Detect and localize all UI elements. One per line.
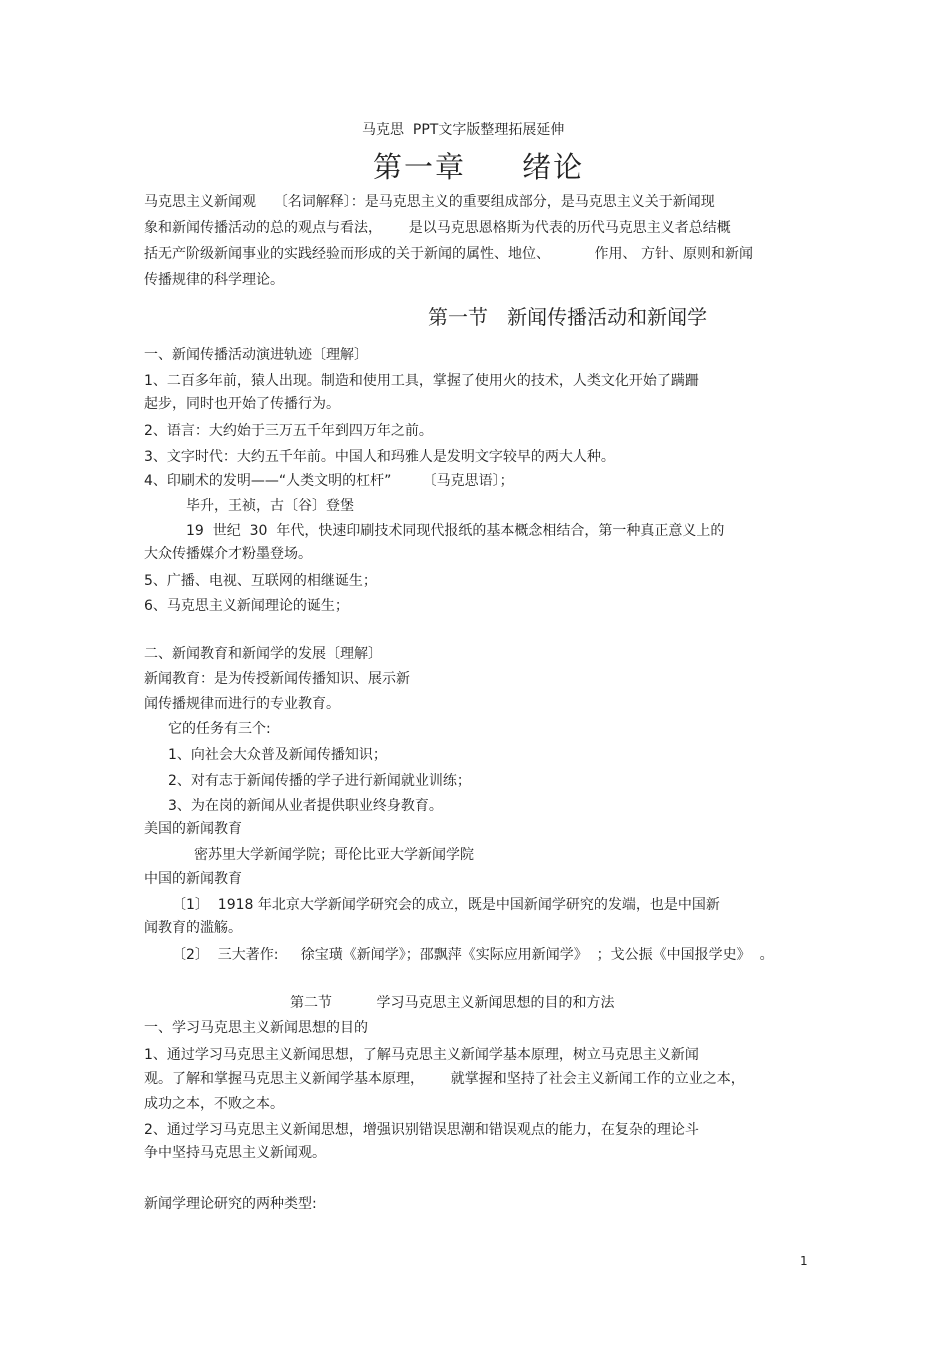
list-paragraph-continued: 大众传播媒介才粉墨登场。	[144, 546, 312, 562]
definition-line: 马克思主义新闻观 〔名词解释〕：是马克思主义的重要组成部分，是马克思主义关于新闻现	[144, 194, 715, 210]
task-item: 1、向社会大众普及新闻传播知识；	[168, 747, 387, 763]
list-item: 5、广播、电视、互联网的相继诞生；	[144, 573, 377, 589]
part-2-heading: 二、新闻教育和新闻学的发展〔理解〕	[144, 646, 382, 662]
education-definition: 新闻教育：是为传授新闻传播知识、展示新	[144, 671, 410, 687]
list-item: 3、文字时代：大约五千年前。中国人和玛雅人是发明文字较早的两大人种。	[144, 449, 615, 465]
part-1-heading: 一、新闻传播活动演进轨迹〔理解〕	[144, 347, 368, 363]
purpose-item: 1、通过学习马克思主义新闻思想，了解马克思主义新闻学基本原理，树立马克思主义新闻	[144, 1047, 699, 1063]
task-item: 2、对有志于新闻传播的学子进行新闻就业训练；	[168, 773, 471, 789]
purpose-item-continued: 成功之本，不败之本。	[144, 1096, 284, 1112]
list-item: 1、二百多年前，猿人出现。制造和使用工具，掌握了使用火的技术，人类文化开始了蹒跚	[144, 373, 699, 389]
page-header: 马克思 PPT文字版整理拓展延伸	[362, 122, 565, 138]
definition-line: 括无产阶级新闻事业的实践经验而形成的关于新闻的属性、地位、 作用、 方针、原则和新闻	[144, 246, 753, 262]
definition-line: 传播规律的科学理论。	[144, 272, 284, 288]
purpose-item: 2、通过学习马克思主义新闻思想，增强识别错误思潮和错误观点的能力，在复杂的理论斗	[144, 1122, 699, 1138]
task-item: 3、为在岗的新闻从业者提供职业终身教育。	[168, 798, 443, 814]
list-subitem: 毕升，王祯，古〔谷〕登堡	[186, 498, 354, 514]
us-education-heading: 美国的新闻教育	[144, 821, 242, 837]
research-types-line: 新闻学理论研究的两种类型:	[144, 1196, 317, 1212]
cn-item: 〔1〕 1918 年北京大学新闻学研究会的成立，既是中国新闻学研究的发端，也是中国新	[172, 897, 720, 913]
chapter-title: 第一章 绪论	[373, 150, 585, 184]
us-schools: 密苏里大学新闻学院；哥伦比亚大学新闻学院	[194, 847, 474, 863]
cn-education-heading: 中国的新闻教育	[144, 871, 242, 887]
definition-line: 象和新闻传播活动的总的观点与看法， 是以马克思恩格斯为代表的历代马克思主义者总结概	[144, 220, 731, 236]
purpose-item-continued: 争中坚持马克思主义新闻观。	[144, 1145, 326, 1161]
section-1-title: 第一节 新闻传播活动和新闻学	[428, 305, 708, 329]
list-item: 2、语言：大约始于三万五千年到四万年之前。	[144, 423, 433, 439]
list-item: 6、马克思主义新闻理论的诞生；	[144, 598, 349, 614]
page-number: 1	[800, 1254, 808, 1268]
list-item-continued: 起步，同时也开始了传播行为。	[144, 396, 340, 412]
list-paragraph: 19 世纪 30 年代，快速印刷技术同现代报纸的基本概念相结合，第一种真正意义上的	[186, 523, 725, 539]
education-definition-continued: 闻传播规律而进行的专业教育。	[144, 696, 340, 712]
purpose-item-continued: 观。了解和掌握马克思主义新闻学基本原理， 就掌握和坚持了社会主义新闻工作的立业之本，	[144, 1071, 745, 1087]
section-2-title: 第二节 学习马克思主义新闻思想的目的和方法	[290, 995, 615, 1011]
section-2-heading: 一、学习马克思主义新闻思想的目的	[144, 1020, 368, 1036]
list-item: 4、印刷术的发明——“人类文明的杠杆” 〔马克思语〕；	[144, 473, 514, 489]
cn-item-continued: 闻教育的滥觞。	[144, 920, 242, 936]
cn-item: 〔2〕 三大著作: 徐宝璜《新闻学》；邵飘萍《实际应用新闻学》 ；戈公振《中国报学史》 。	[172, 947, 774, 963]
tasks-intro: 它的任务有三个:	[168, 721, 271, 737]
